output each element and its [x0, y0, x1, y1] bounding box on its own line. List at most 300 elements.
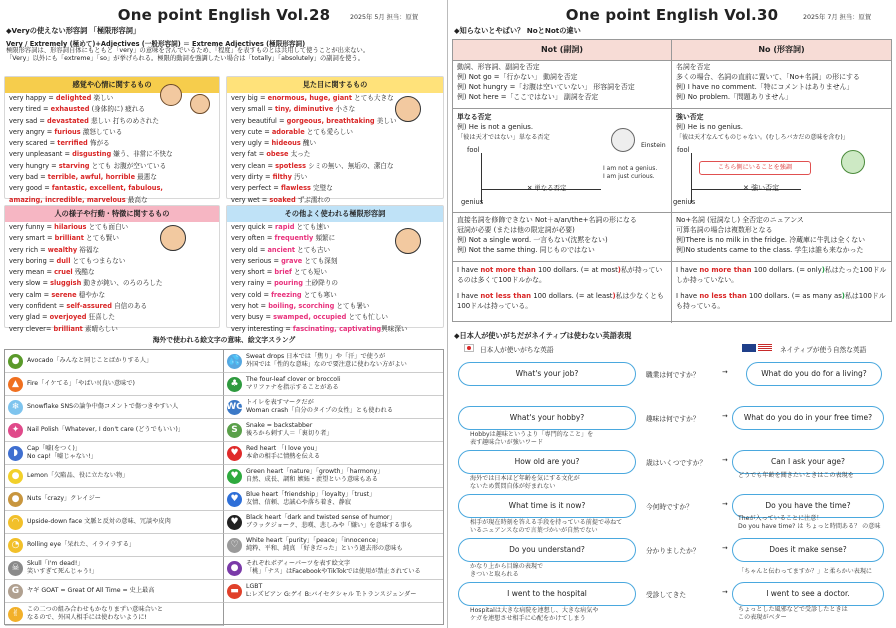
extreme-adjective: soaked	[269, 195, 296, 204]
adjective-line	[5, 127, 219, 138]
einstein-illustration	[611, 128, 635, 152]
fool-label: fool	[677, 146, 690, 154]
phrase: very serious =	[231, 256, 282, 265]
meaning-line: 自然、成長、調和 嫉妬・羨望という意味もある	[246, 476, 378, 483]
four-leaf-clover-icon: ♣	[227, 377, 242, 392]
no-intro	[672, 60, 891, 104]
peter-pan-illustration	[841, 150, 865, 174]
extreme-adjective: furious	[54, 127, 81, 136]
s: 100 dollars. (	[535, 266, 584, 274]
snowflake-icon: ❄	[8, 400, 23, 415]
meaning-line: Snake = backstabber	[246, 422, 313, 429]
adjective-line	[227, 138, 443, 149]
emoji-meaning	[246, 468, 383, 484]
emoji-meaning	[246, 445, 321, 461]
meaning-line: Woman crash「自分のタイプの女性」とも使われる	[246, 407, 394, 414]
native-phrase-pill: Do you have the time?	[732, 494, 884, 518]
meaning: とても賢い	[83, 234, 119, 243]
meaning-line: この二つの組み合わせもかなりまずい意味合いと	[27, 606, 164, 613]
box-header: 見た目に関するもの	[227, 77, 443, 93]
meaning-line: Green heart「nature」「growth」「harmony」	[246, 468, 384, 475]
meaning-line: Lemon「欠陥品、役に立たない物」	[27, 472, 129, 479]
emoji-meaning	[27, 472, 128, 480]
phrase: very angry =	[9, 127, 55, 136]
question-meaning: 今何時ですか？	[646, 503, 693, 511]
phrase: very beautiful =	[231, 116, 287, 125]
phrase: very mean =	[9, 268, 55, 277]
speech-line: I am just curious.	[603, 172, 655, 180]
equivalent: )	[821, 266, 825, 274]
phrase: very cold =	[231, 290, 272, 299]
meaning-line: Avocado「みんなと同じことばかりする人」	[27, 357, 153, 364]
rule-line-2: 「Very」以外にも「extreme」「so」が挙げられる。極限的動詞を強調したい場合は「totally」「absolutely」の副詞を使う。	[6, 55, 365, 62]
note-line: ないため質問自体が好まれない	[470, 482, 556, 490]
s: 100 dollars. (	[751, 266, 800, 274]
box-header: 人の様子や行動・特徴に関するもの	[5, 206, 219, 222]
emoji-meaning	[246, 353, 407, 369]
note-line: 表す趣味合いが強いワード	[470, 438, 544, 446]
arrow-right-icon: →	[722, 500, 728, 508]
box-header: 感覚や心情に関するもの	[5, 77, 219, 93]
note-line: どうでも年齢を聞きたいときはこの表現を	[738, 472, 854, 479]
emoji-row	[5, 511, 224, 534]
meaning-line: The four-leaf clover or broccoli	[246, 376, 341, 383]
note-line: かなり上から目線の表現で	[470, 563, 544, 570]
meaning-line: White heart「purity」「peace」「innocence」	[246, 537, 382, 544]
table-line: 例) Not hungry =「お腹は空いていない」 形容詞を否定	[457, 83, 635, 91]
rule-line-1: 極限形容詞は、形容詞自体にもともと「very」の意味を含んでいるため、「程度」を表すものとは共用して使うことが出来ない。	[6, 47, 370, 54]
s: = at least	[578, 292, 613, 300]
not-weak-block	[453, 110, 671, 145]
meaning-line: ブラックジョーク、悲嘆、悲しみや「嫌い」を意味する事も	[246, 522, 413, 529]
extreme-adjective: freezing	[271, 290, 302, 299]
emoji-row	[5, 373, 224, 396]
no-more-less	[672, 263, 891, 319]
meaning: シミの無い、無垢の、潔白な	[306, 161, 394, 170]
note-line: 「ちゃんと伝わってますか？」と柔らかい表現に	[738, 568, 873, 575]
adjective-line	[227, 301, 443, 312]
adjective-line	[5, 290, 219, 301]
adjective-line	[5, 301, 219, 312]
meaning: とても速い	[294, 223, 330, 231]
s: I have	[457, 266, 481, 274]
arrow-right-icon: →	[722, 368, 728, 376]
adjective-line	[5, 222, 219, 233]
page-title: One point English Vol.30	[565, 6, 779, 24]
meaning-line: 外国では「性的な意味」なので要注意に使わない方がよい	[246, 361, 407, 368]
peanuts-icon: ●	[8, 492, 23, 507]
extreme-adjective: adorable	[271, 127, 305, 136]
native-phrase-pill: Does it make sense?	[732, 538, 884, 562]
extreme-adjective: brief	[274, 268, 292, 277]
table-line: 動詞、形容詞、副詞を否定	[457, 63, 540, 71]
comparison-sentence	[676, 291, 887, 311]
key-phrase: no less than	[699, 292, 747, 300]
meaning-line: 「桃」「ナス」はFacebookやTikTokでは使用が禁止されている	[246, 568, 421, 575]
meaning: 裕福な	[77, 245, 100, 254]
phrase: very rainy =	[231, 279, 275, 288]
adjective-line	[5, 245, 219, 256]
box-header: その他よく使われる極限形容詞	[227, 206, 443, 222]
note-line: この表現がベター	[738, 613, 787, 621]
meaning-line: Upside-down face 文脈と反対の意味、冗談や皮肉	[27, 518, 171, 525]
extreme-adjective: frequently	[274, 234, 314, 243]
us-flag-icon	[758, 344, 772, 352]
uk-flag-icon	[742, 344, 756, 352]
adjective-line	[5, 149, 219, 160]
extreme-adjective: ancient	[267, 245, 296, 254]
emoji-row	[5, 396, 224, 419]
extreme-adjective: self-assured	[66, 302, 112, 311]
column-header-not: Not (副詞)	[453, 40, 671, 60]
meaning: とてもつまらない	[70, 256, 126, 265]
meaning-line: Black heart「dark and twisted sense of humor」	[246, 514, 396, 521]
meaning-line: Snowflake SNSの論争中傷コメントで傷つきやすい人	[27, 403, 179, 410]
phrase: very rich =	[9, 245, 48, 254]
s: 私はたった100ドルしか持っていない。	[676, 266, 887, 284]
meaning: 激怒している	[80, 127, 123, 136]
note-line: 相手が現在時刻を答える手段を持っている前提で尋ねて	[470, 519, 623, 526]
opposite-side-label: こちら側にいることを強調	[699, 161, 811, 175]
adjective-line	[5, 267, 219, 278]
adjective-line	[5, 233, 219, 244]
adjective-line	[227, 256, 443, 267]
phrase: very unpleasant =	[9, 150, 73, 159]
meaning-line: 本命の相手に情熱を伝える	[246, 453, 321, 460]
key-phrase: no more than	[699, 266, 752, 274]
meaning: とても お腹が空いている	[89, 161, 167, 170]
strong-arrow-text: 強い否定	[751, 184, 780, 192]
japanese-phrase-note	[470, 475, 580, 490]
adjective-line	[227, 127, 443, 138]
japanese-phrase-pill: Do you understand?	[458, 538, 636, 562]
extreme-adjective: hideous	[271, 139, 301, 148]
japanese-phrase-note	[470, 519, 622, 534]
japanese-phrase-note	[470, 563, 543, 578]
phrase: very slow =	[9, 279, 51, 288]
note-line: Do you have time? は ちょっと時間ある？ の意味	[738, 522, 881, 530]
meaning: 美しい	[374, 116, 397, 125]
meaning: 楽しい	[91, 94, 114, 102]
meaning: とても深刻	[302, 256, 338, 265]
meaning: 残酷な	[72, 268, 95, 277]
speech-line: I am not a genius.	[603, 165, 658, 172]
meaning: 土砂降りの	[302, 279, 339, 288]
emoji-meaning	[27, 403, 178, 411]
extreme-adjective: terrified	[57, 139, 88, 148]
meaning: 完璧な	[310, 184, 333, 193]
page-date: 2025年 7月 担当：原賀	[803, 14, 872, 21]
section-title: ◆日本人が使いがちだがネイティブは使わない英語表現	[454, 331, 632, 340]
japanese-phrase-note	[470, 431, 593, 446]
meaning-line: マリファナを指示することがある	[246, 384, 339, 391]
note-line: Hobbyは趣味というより「専門的なこと」を	[470, 431, 594, 438]
meaning-line: Skull「I'm dead!」	[27, 560, 84, 567]
phrase: very tired =	[9, 105, 51, 114]
emoji-meaning	[246, 399, 393, 415]
meaning-line: Red heart 「I love you」	[246, 445, 321, 452]
adjective-line	[227, 290, 443, 301]
phrase: very happy =	[9, 94, 56, 102]
phrase: very small =	[231, 105, 275, 114]
extreme-adjective: tiny, diminutive	[274, 105, 334, 114]
extreme-adjective: pouring	[274, 279, 303, 288]
phrase: very clean =	[231, 161, 276, 170]
wc-icon: WC	[227, 400, 242, 415]
fire-icon: ▲	[8, 377, 23, 392]
girl-illustration	[395, 228, 421, 254]
note-line: ケガを連想させ相手に心配をかけてしまう	[470, 614, 586, 622]
question-meaning: 受診してきた	[646, 591, 687, 599]
meaning-line: トイレを表すマークだが	[246, 399, 314, 406]
extreme-adjective: disgusting	[72, 150, 112, 159]
native-phrase-note	[738, 606, 848, 621]
question-meaning: 分かりましたか？	[646, 547, 700, 555]
extreme-adjective: obese	[266, 150, 289, 159]
cap-icon: ◗	[8, 446, 23, 461]
table-line: 冠詞が必要 (または他の限定詞が必要)	[457, 226, 575, 234]
upside-down-face-icon: ◠	[8, 515, 23, 530]
meaning-line: Rolling eye「呆れた、イライラする」	[27, 541, 136, 548]
key-phrase: not more than	[480, 266, 536, 274]
emoji-meaning	[27, 357, 152, 365]
question-meaning: 歳はいくつですか？	[646, 459, 707, 467]
native-phrase-pill: I went to see a doctor.	[732, 582, 884, 606]
extreme-adjective: devastated	[47, 116, 89, 125]
emoji-table	[4, 349, 444, 625]
weak-arrow-text: 単なる否定	[534, 184, 567, 192]
black-heart-icon: ♥	[227, 515, 242, 530]
extreme-adjective: filthy	[272, 173, 292, 182]
meaning-line: Sweat drops 日本では「焦り」や「汗」で使うが	[246, 353, 386, 360]
emoji-meaning	[27, 560, 98, 576]
equivalent: )	[841, 292, 845, 300]
s: 100 dollars. (	[746, 292, 795, 300]
adjective-line	[5, 161, 219, 172]
s: 私が持っているのは多くて100ドルかな。	[457, 266, 663, 284]
phrase: very cute =	[231, 127, 272, 136]
genius-label: genius	[461, 198, 484, 206]
column-header-no: No (形容詞)	[672, 40, 891, 60]
native-phrase-pill: What do you do for a living?	[746, 362, 882, 386]
extreme-adjective: terrible, awful, horrible	[47, 173, 136, 182]
section-title: ◆知らないとやばい？ NoとNotの違い	[454, 26, 581, 35]
emoji-row	[5, 580, 224, 603]
weak-negation-title: 単なる否定	[457, 113, 492, 121]
table-line: 例)No students came to the class. 学生は誰も来なかった	[676, 246, 864, 254]
meaning: 悲しい 打ちのめされた	[88, 116, 159, 125]
equivalent: )	[617, 266, 621, 274]
emoji-meaning	[246, 583, 416, 599]
s: I have	[676, 292, 700, 300]
native-phrase-pill: What do you do in your free time?	[732, 406, 884, 430]
red-heart-icon: ♥	[227, 446, 242, 461]
emoji-meaning	[27, 606, 163, 622]
note-line: いるニュアンスなので言葉づかいが自然でない	[470, 526, 598, 534]
japanese-phrase-pill: What time is it now?	[458, 494, 636, 518]
meaning: 狂喜した	[86, 313, 115, 322]
meaning: とても古い	[295, 245, 331, 254]
emoji-row	[5, 534, 224, 557]
meaning: 興味深い	[381, 324, 408, 333]
meaning: 頻繁に	[313, 234, 336, 243]
extreme-adjective: dull	[56, 256, 71, 265]
extreme-adjective: wealthy	[47, 245, 78, 254]
emoji-row	[5, 557, 224, 580]
phrase: very perfect =	[231, 184, 281, 193]
meaning-line: L:レズビアン G:ゲイ B:バイセクシャル T:トランスジェンダー	[246, 591, 417, 598]
table-line: 例) Not a single word. 一言もない(沈黙をない)	[457, 236, 608, 244]
note-line: Hospitalは大きな病院を連想し、大きな病気や	[470, 607, 599, 614]
meaning: とても忙しい	[346, 313, 389, 322]
native-phrase-note	[738, 515, 880, 530]
table-line: 例) Not go =「行かない」 動詞を否定	[457, 73, 578, 81]
snake-icon: S	[227, 423, 242, 438]
japanese-phrase-pill: What's your hobby?	[458, 406, 636, 430]
meaning: とても暑い	[334, 302, 370, 311]
extreme-adjective: serene	[51, 290, 77, 299]
table-line: 例) No problem.「問題ありません」	[676, 93, 793, 101]
arrow-right-icon: →	[722, 456, 728, 464]
comparison-sentence	[457, 291, 667, 311]
sweat-drops-icon: 💦	[227, 354, 242, 369]
emoji-meaning	[27, 426, 184, 434]
meaning-line: 友情、信頼、忠誠心や落ち着き、静寂	[246, 499, 351, 506]
rolling-eyes-icon: ◔	[8, 538, 23, 553]
meaning: 最悪な	[135, 173, 157, 182]
phrase: very calm =	[9, 290, 52, 299]
adjective-line	[5, 183, 219, 194]
extreme-adjective: brilliant	[54, 234, 84, 243]
native-phrase-pill: Can I ask your age?	[732, 450, 884, 474]
weak-negation-gloss: 「彼は天才ではない」単なる否定	[457, 134, 550, 141]
emoji-meaning	[246, 491, 375, 507]
emoji-row	[224, 534, 443, 557]
emoji-row	[224, 419, 443, 442]
meaning: 太った	[288, 150, 311, 159]
emoji-meaning	[27, 587, 154, 595]
emoji-row	[5, 442, 224, 465]
adjective-line	[227, 278, 443, 289]
s: = at most	[583, 266, 618, 274]
emoji-meaning	[246, 560, 421, 576]
adjective-line	[227, 312, 443, 323]
meaning: とても面白い	[86, 223, 129, 231]
phrase: very quick =	[231, 223, 276, 231]
fruit-vegetable-icon: ●	[227, 561, 242, 576]
lgbt-flag-icon: ▬	[227, 584, 242, 599]
note-line: Theが入っていることに注意！	[738, 515, 823, 522]
meaning-line: 純粋、平和、純真 「好きだった」という過去形の意味も	[246, 545, 403, 552]
meaning: 自信のある	[111, 302, 148, 311]
extreme-adjective: grave	[281, 256, 303, 265]
section-title: ◆Veryの使えない形容詞 「極限形容詞」	[6, 26, 141, 35]
boy-illustration	[160, 225, 186, 251]
phrase: very interesting =	[231, 324, 293, 333]
adjective-line	[5, 172, 219, 183]
avocado-icon: ●	[8, 354, 23, 369]
emoji-row	[5, 488, 224, 511]
strong-arrow-label: ✕ 強い否定	[743, 184, 780, 192]
rule-formula: Very / Extremely (極めて)+Adjectives (一般形容詞) ＝ Extreme Adjectives (極限形容詞)	[6, 40, 306, 48]
phrase: very dirty =	[231, 173, 273, 182]
adjective-line	[5, 312, 219, 323]
equivalent: )	[612, 292, 616, 300]
japanese-phrase-pill: What's your job?	[458, 362, 636, 386]
phrase: very fat =	[231, 150, 267, 159]
phrase: very clever=	[9, 324, 54, 333]
emoji-row	[224, 442, 443, 465]
phrase: very scared =	[9, 139, 58, 148]
extreme-adjective: fascinating, captivating	[292, 324, 382, 333]
table-line: 可算名詞の場合は複数形となる	[676, 226, 773, 234]
goat-icon: G	[8, 584, 23, 599]
meaning: とても短い	[291, 268, 327, 277]
white-heart-icon: ♡	[227, 538, 242, 553]
extreme-adjective: exhausted	[50, 105, 90, 114]
meaning: 動きが鈍い、のろのろした	[81, 279, 163, 288]
adjective-box-others	[226, 205, 444, 333]
extreme-adjective: amazing, incredible, marvelous	[9, 195, 126, 204]
adjective-line	[5, 278, 219, 289]
genius-label: genius	[673, 198, 696, 206]
meaning: とても大きな	[352, 94, 394, 102]
meaning-line: Nail Polish「Whatever, I don't care (どうでもいい)」	[27, 426, 184, 433]
japan-flag-icon	[464, 344, 474, 352]
s: I have	[676, 266, 700, 274]
adjective-line	[227, 183, 443, 194]
table-line: 例) I have no comment.「特にコメントはありません」	[676, 83, 854, 91]
adjective-line	[227, 267, 443, 278]
not-no-table	[452, 39, 892, 322]
extreme-adjective: boiling, scorching	[268, 302, 335, 311]
adjective-line	[5, 93, 219, 104]
emoji-row	[5, 419, 224, 442]
meaning-line: なるので、外国人相手には使わないように!	[27, 614, 147, 621]
meaning-line: それぞれボディーパーツを表す絵文字	[246, 560, 351, 567]
weak-negation-example: 例) He is not a genius.	[457, 123, 534, 131]
adjective-line	[5, 256, 219, 267]
extreme-adjective: swamped, occupied	[273, 313, 347, 322]
adjective-line	[227, 161, 443, 172]
meaning: 嫌う、非常に不快な	[111, 150, 173, 159]
person-with-magnifier-illustration	[395, 96, 421, 122]
strong-negation-gloss: 「彼は天才なんてものじゃない。(むしろバカだの意味を含む)」	[676, 134, 849, 141]
lemon-icon: ●	[8, 469, 23, 484]
emoji-row	[224, 373, 443, 396]
note-line: きついと取られる	[470, 570, 519, 578]
page-date: 2025年 5月 担当：原賀	[350, 14, 419, 21]
japanese-phrase-note	[470, 607, 598, 622]
meaning-line: Cap「嘘(をつく)」	[27, 445, 81, 452]
meaning-line: Blue heart「friendship」「loyalty」「trust」	[246, 491, 376, 498]
comparison-sentence	[676, 265, 887, 285]
adjective-line	[227, 172, 443, 183]
meaning: 穏やかな	[76, 290, 106, 299]
comparison-sentence	[457, 265, 667, 285]
extreme-adjective: enormous, huge, giant	[267, 94, 353, 102]
phrase: very short =	[231, 268, 275, 277]
phrase: very often =	[231, 234, 275, 243]
extreme-adjective: spotless	[275, 161, 307, 170]
adjective-line	[5, 138, 219, 149]
emoji-meaning	[246, 376, 341, 392]
phrase: very ugly =	[231, 139, 272, 148]
extreme-adjective: rapid	[275, 223, 295, 231]
meaning: ずぶ濡れの	[295, 195, 331, 204]
meaning: 素晴らしい	[82, 324, 118, 333]
table-line: 直接名詞を修飾できない Not＋a/an/the+名詞の形になる	[457, 216, 637, 224]
